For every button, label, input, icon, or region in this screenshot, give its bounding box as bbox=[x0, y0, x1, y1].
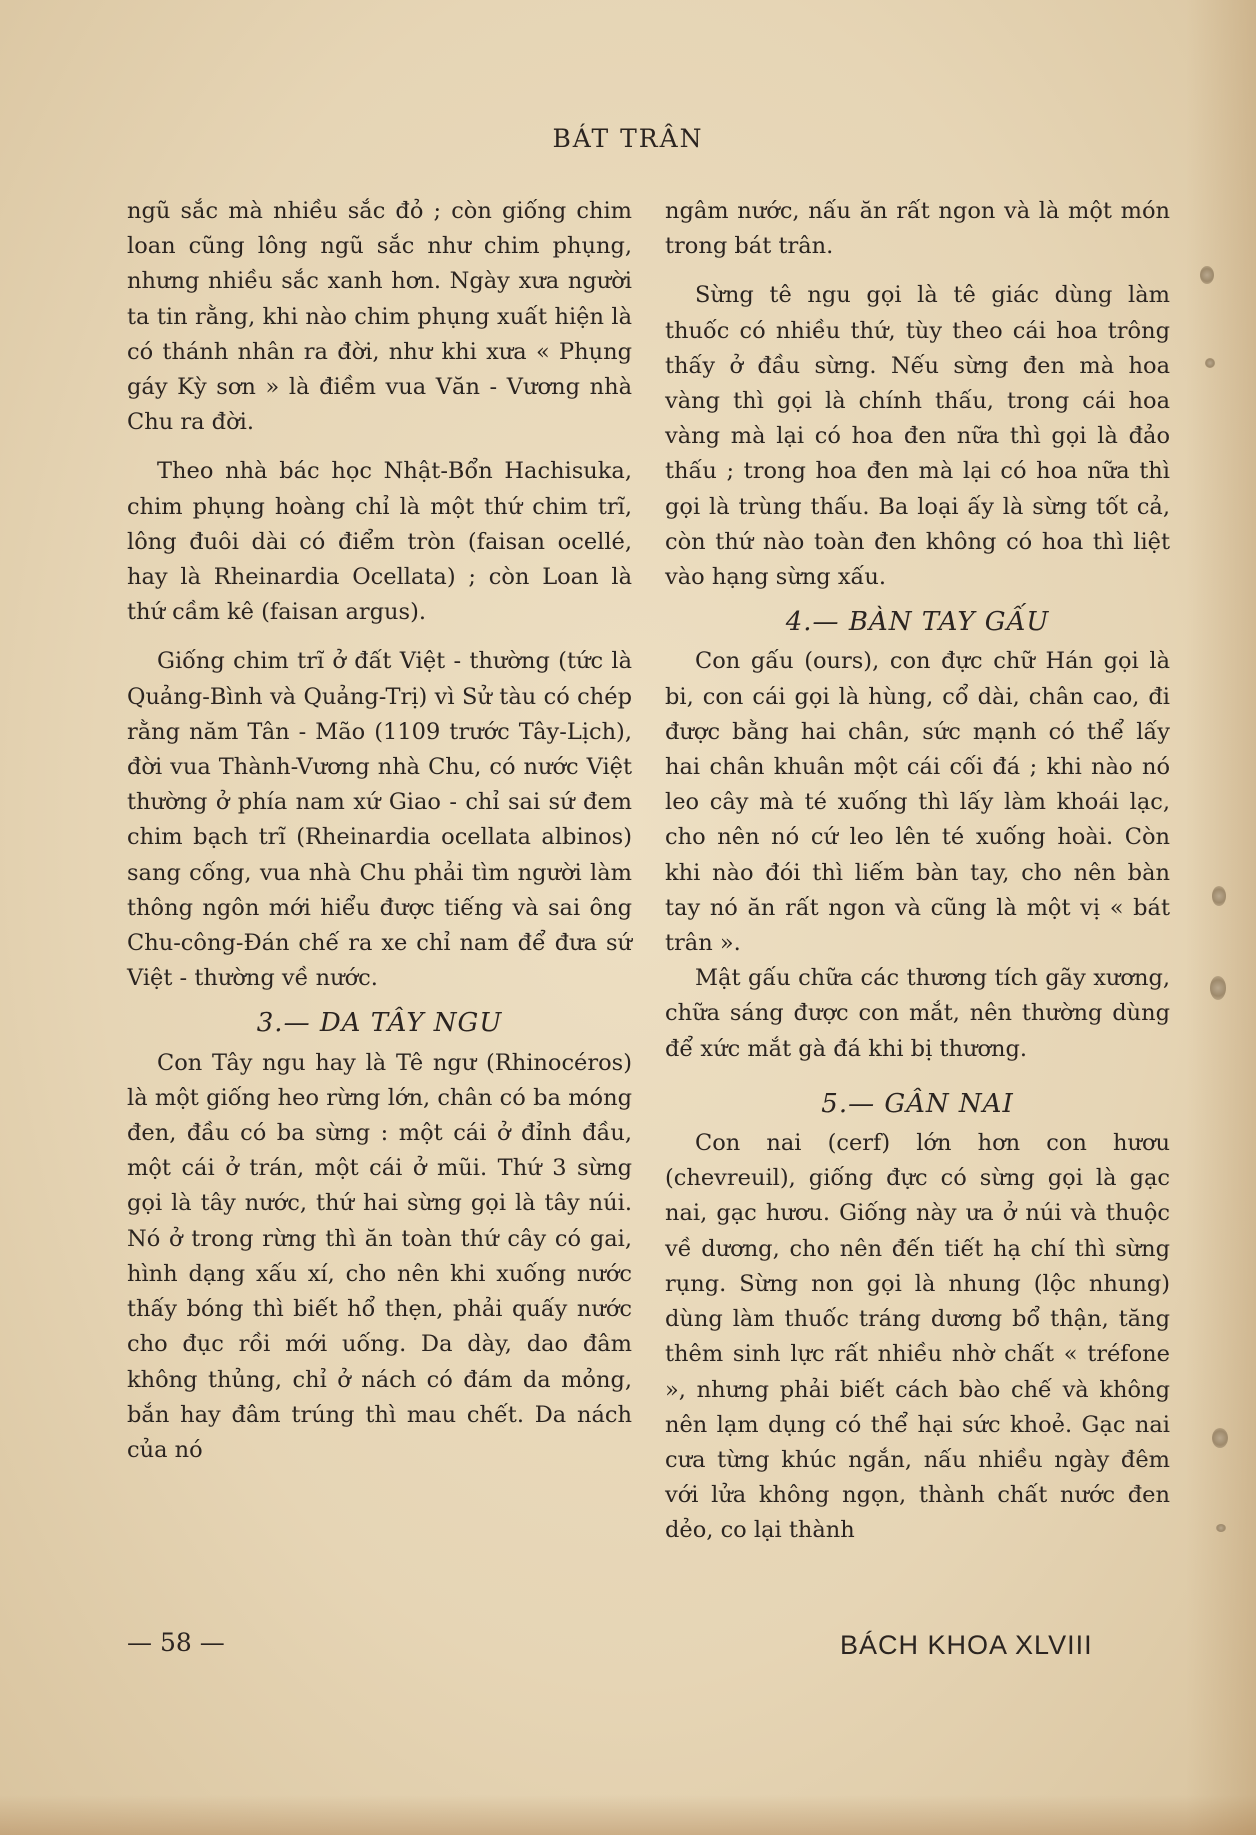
section-heading-3: 3.— DA TÂY NGU bbox=[256, 1008, 503, 1039]
section-heading-4: 4.— BÀN TAY GẤU bbox=[785, 607, 1050, 638]
right-column bbox=[665, 194, 1170, 1549]
binding-hole bbox=[1210, 976, 1226, 1000]
binding-hole bbox=[1212, 886, 1226, 906]
running-head: BÁT TRÂN bbox=[552, 124, 704, 153]
paragraph-mat-gau: Mật gấu chữa các thương tích gãy xương, chữa sáng được con mắt, nên thường dùng để xức mắt gà đá khi bị thương. bbox=[665, 965, 1170, 1062]
paragraph-chim-tri: Giống chim trĩ ở đất Việt - thường (tức là Quảng-Bình và Quảng-Trị) vì Sử tàu có chép rằng năm Tân - Mão (1109 trước Tây-Lịch), đời vua Thành-Vương nhà Chu, có nước Việt thường ở phía nam xứ Giao - chỉ sai sứ đem chim bạch trĩ (Rheinardia ocellata albinos) sang cống, vua nhà Chu phải tìm người làm thông ngôn mới hiểu được tiếng và sai ông Chu-công-Đán chế ra xe chỉ nam để đưa sứ Việt - thường về nước. bbox=[127, 648, 632, 992]
paragraph-gan-nai: Con nai (cerf) lớn hơn con hươu (chevreuil), giống đực có sừng gọi là gạc nai, gạc hươu. Giống này ưa ở núi và thuộc về dương, cho nên đến tiết hạ chí thì sừng rụng. Sừng non gọi là nhung (lộc nhung) dùng làm thuốc tráng dương bổ thận, tăng thêm sinh lực rất nhiều nhờ chất « tréfone », nhưng phải biết cách bào chế và không nên lạm dụng có thể hại sức khoẻ. Gạc nai cưa từng khúc ngắn, nấu nhiều ngày đêm với lửa không ngọn, thành chất nước đen dẻo, co lại thành bbox=[665, 1130, 1170, 1544]
binding-hole bbox=[1212, 1428, 1228, 1448]
binding-hole bbox=[1216, 1524, 1226, 1532]
paragraph-gau: Con gấu (ours), con đực chữ Hán gọi là bi, con cái gọi là hùng, cổ dài, chân cao, đi được bằng hai chân, sức mạnh có thể lấy hai chân khuân một cái cối đá ; khi nào nó leo cây mà té xuống thì lấy làm khoái lạc, cho nên nó cứ leo lên té xuống hoài. Còn khi nào đói thì liếm bàn tay, cho nên bàn tay nó ăn rất ngon và cũng là một vị « bát trân ». bbox=[665, 648, 1170, 957]
paragraph-sung-te: Sừng tê ngu gọi là tê giác dùng làm thuốc có nhiều thứ, tùy theo cái hoa trông thấy ở đầu sừng. Nếu sừng đen mà hoa vàng thì gọi là chính thấu, trong cái hoa vàng mà lại có hoa đen nữa thì gọi là đảo thấu ; trong hoa đen mà lại có hoa nữa thì gọi là trùng thấu. Ba loại ấy là sừng tốt cả, còn thứ nào toàn đen không có hoa thì liệt vào hạng sừng xấu. bbox=[665, 282, 1170, 591]
paragraph-hachisuka: Theo nhà bác học Nhật-Bổn Hachisuka, chim phụng hoàng chỉ là một thứ chim trĩ, lông đuôi dài có điểm tròn (faisan ocellé, hay là Rheinardia Ocellata) ; còn Loan là thứ cầm kê (faisan argus). bbox=[127, 458, 632, 626]
paragraph-continued: ngâm nước, nấu ăn rất ngon và là một món trong bát trân. bbox=[665, 198, 1170, 260]
binding-hole bbox=[1200, 266, 1214, 284]
paragraph-tay-ngu: Con Tây ngu hay là Tê ngư (Rhinocéros) là một giống heo rừng lớn, chân có ba móng đen, đầu có ba sừng : một cái ở đỉnh đầu, một cái ở trán, một cái ở mũi. Thứ 3 sừng gọi là tây nước, thứ hai sừng gọi là tây núi. Nó ở trong rừng thì ăn toàn thứ cây có gai, hình dạng xấu xí, cho nên khi xuống nước thấy bóng thì biết hổ thẹn, phải quấy nước cho đục rồi mới uống. Da dày, dao đâm không thủng, chỉ ở nách có đám da mỏng, bắn hay đâm trúng thì mau chết. Da nách của nó bbox=[127, 1049, 632, 1463]
page-number: — 58 — bbox=[127, 1628, 225, 1657]
left-column bbox=[127, 194, 632, 1468]
journal-title: BÁCH KHOA XLVIII bbox=[840, 1630, 1093, 1660]
paragraph-phung: ngũ sắc mà nhiều sắc đỏ ; còn giống chim loan cũng lông ngũ sắc như chim phụng, nhưng nhiều sắc xanh hơn. Ngày xưa người ta tin rằng, khi nào chim phụng xuất hiện là có thánh nhân ra đời, như khi xưa « Phụng gáy Kỳ sơn » là điềm vua Văn - Vương nhà Chu ra đời. bbox=[127, 198, 632, 436]
section-heading-5: 5.— GÂN NAI bbox=[821, 1088, 1014, 1119]
binding-hole bbox=[1205, 358, 1215, 368]
